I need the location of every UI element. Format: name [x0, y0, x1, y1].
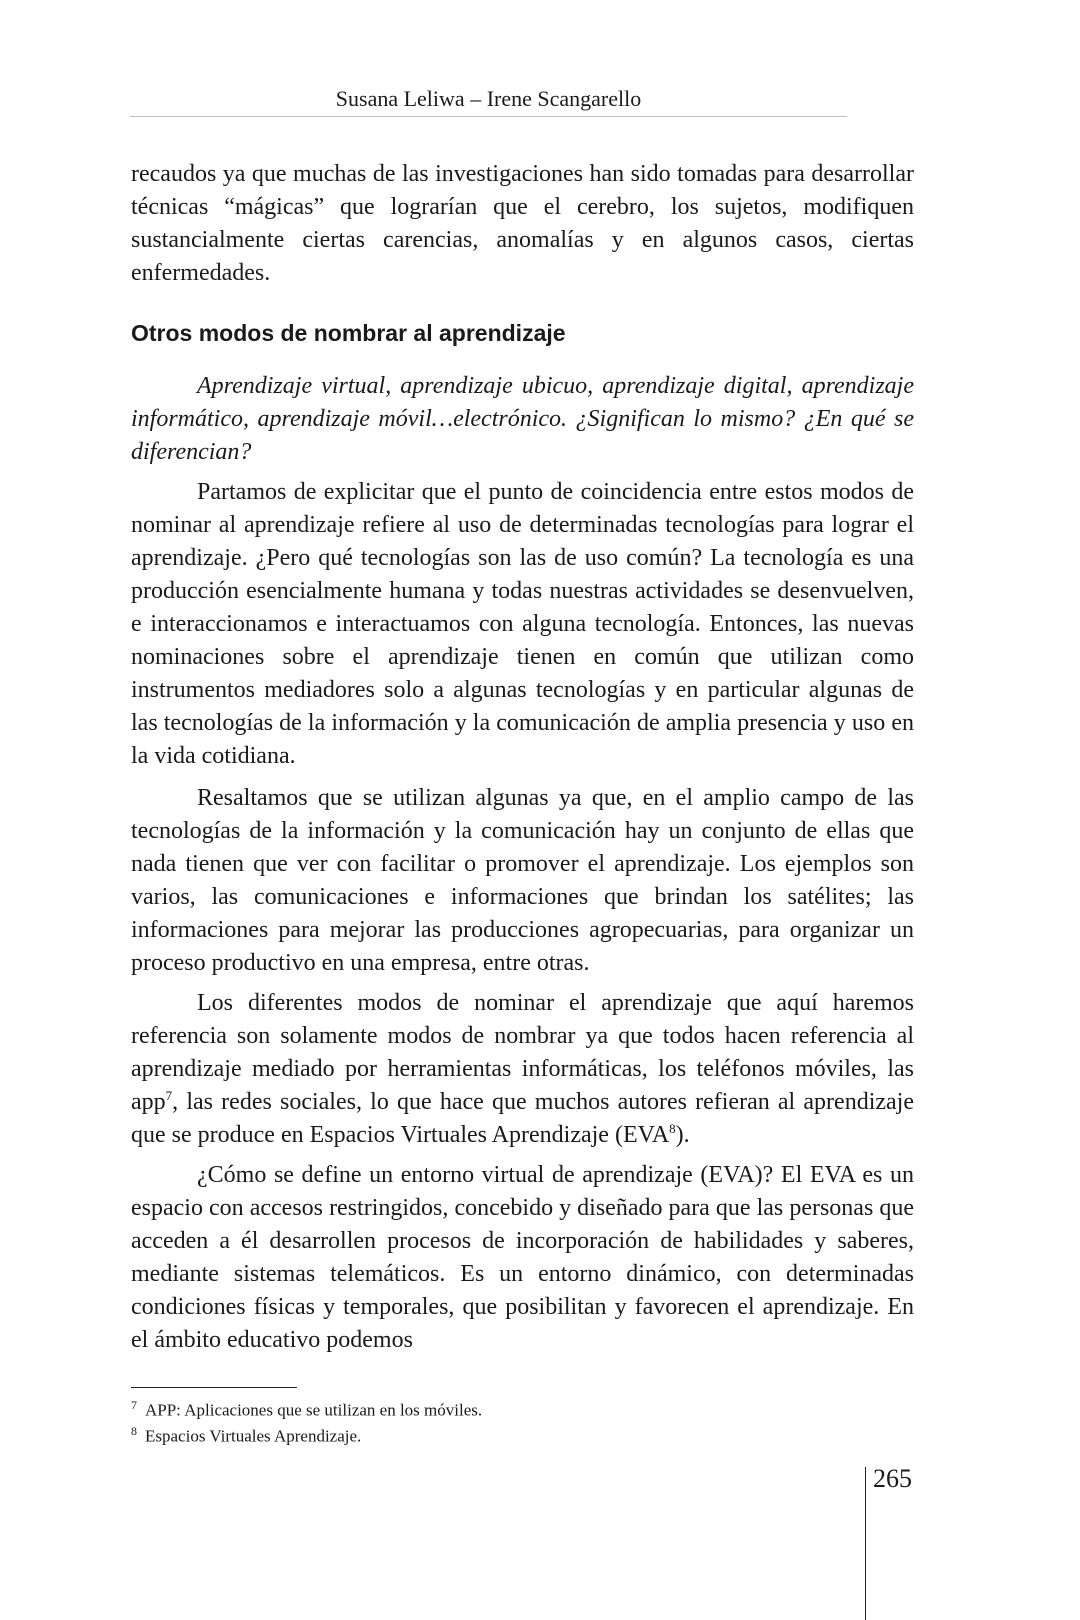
section-heading: Otros modos de nombrar al aprendizaje [131, 320, 566, 346]
italic-questions-paragraph: Aprendizaje virtual, aprendizaje ubicuo, aprendizaje digital, aprendizaje informático, aprendizaje móvil…electrónico. ¿Significan lo mismo? ¿En qué se diferencian? [131, 373, 914, 465]
footnote-number: 7 [131, 1398, 137, 1412]
paragraph [131, 987, 914, 1152]
page-number: 265 [873, 1464, 912, 1493]
footnote-text: Espacios Virtuales Aprendizaje. [145, 1426, 362, 1446]
paragraph-continued: recaudos ya que muchas de las investigaciones han sido tomadas para desarrollar técnicas “mágicas” que lograrían que el cerebro, los sujetos, modifiquen sustancialmente ciertas carencias, anomalías y en algunos casos, ciertas enfermedades. [131, 161, 914, 286]
paragraph-text: Los diferentes modos de nominar el aprendizaje que aquí haremos referencia son solamente modos de nombrar ya que todos hacen referencia al aprendizaje mediado por herramientas informáticas, los teléfonos móviles, las app [131, 990, 914, 1115]
paragraph: ¿Cómo se define un entorno virtual de aprendizaje (EVA)? El EVA es un espacio con accesos restringidos, concebido y diseñado para que las personas que acceden a él desarrollen procesos de incorporación de habilidades y saberes, mediante sistemas telemáticos. Es un entorno dinámico, con determinadas condiciones físicas y temporales, que posibilitan y favorecen el aprendizaje. En el ámbito educativo podemos [131, 1162, 914, 1353]
footnote-rule [131, 1387, 297, 1388]
running-head: Susana Leliwa – Irene Scangarello [335, 86, 642, 111]
footnote-ref[interactable]: 7 [165, 1088, 173, 1103]
paragraph: Resaltamos que se utilizan algunas ya que, en el amplio campo de las tecnologías de la información y la comunicación hay un conjunto de ellas que nada tienen que ver con facilitar o promover el aprendizaje. Los ejemplos son varios, las comunicaciones e informaciones que brindan los satélites; las informaciones para mejorar las producciones agropecuarias, para organizar un proceso productivo en una empresa, entre otras. [131, 785, 914, 976]
footnote-ref[interactable]: 8 [669, 1121, 676, 1136]
footnote [131, 1420, 361, 1448]
paragraph: Partamos de explicitar que el punto de coincidencia entre estos modos de nominar al aprendizaje refiere al uso de determinadas tecnologías para lograr el aprendizaje. ¿Pero qué tecnologías son las de uso común? La tecnología es una producción esencialmente humana y todas nuestras actividades se desenvuelven, e interaccionamos e interactuamos con alguna tecnología. Entonces, las nuevas nominaciones sobre el aprendizaje tienen en común que utilizan como instrumentos mediadores solo a algunas tecnologías y en particular algunas de las tecnologías de la información y la comunicación de amplia presencia y uso en la vida cotidiana. [131, 479, 914, 769]
header-rule [130, 116, 847, 117]
footnote [131, 1394, 482, 1422]
paragraph-text: ). [675, 1122, 690, 1148]
page-number-rule [865, 1467, 866, 1620]
footnote-number: 8 [131, 1424, 137, 1438]
footnote-text: APP: Aplicaciones que se utilizan en los móviles. [145, 1400, 483, 1420]
paragraph-text: , las redes sociales, lo que hace que muchos autores refieran al aprendizaje que se produce en Espacios Virtuales Aprendizaje (EVA [131, 1089, 914, 1148]
